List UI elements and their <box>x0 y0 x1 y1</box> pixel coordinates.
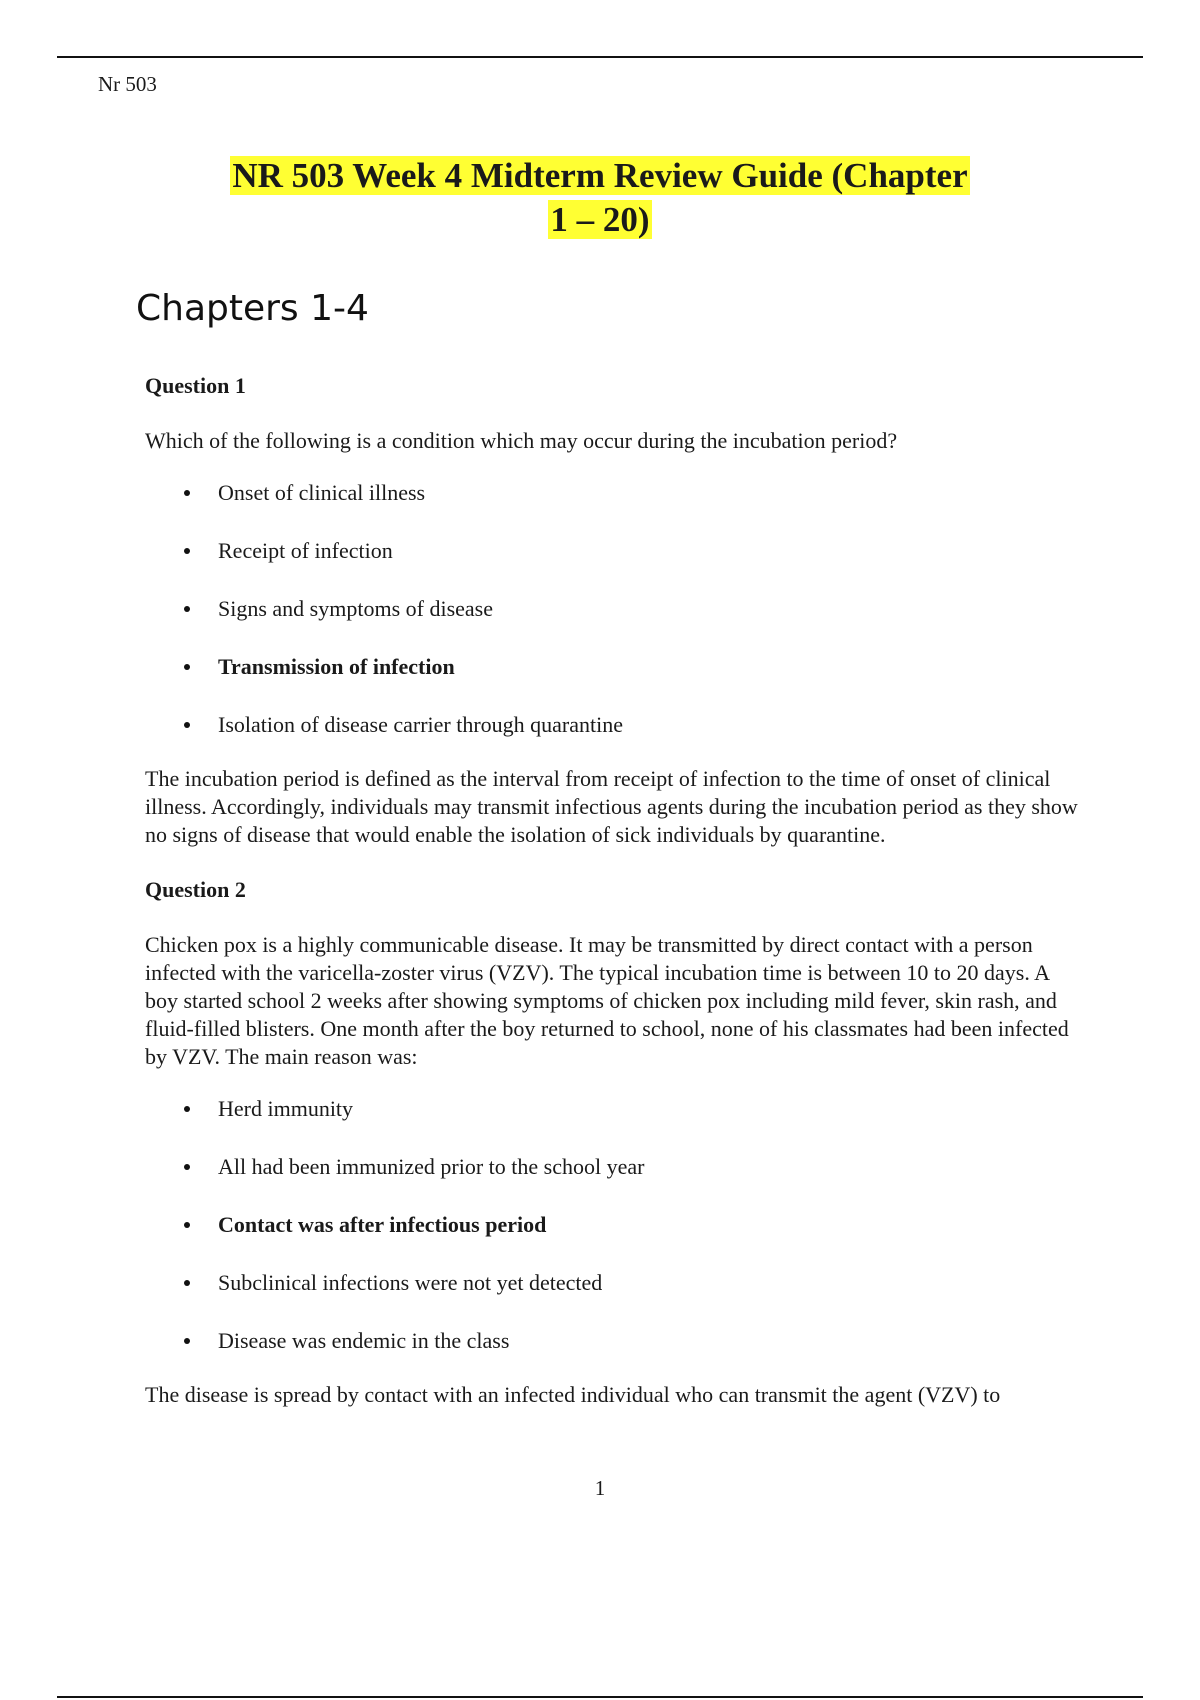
document-title-line-1: NR 503 Week 4 Midterm Review Guide (Chapter <box>232 156 968 195</box>
bullet-icon <box>184 490 190 496</box>
answer-option-text: Subclinical infections were not yet detected <box>218 1270 603 1295</box>
header-rule <box>57 56 1143 58</box>
bullet-icon <box>184 606 190 612</box>
answer-option-correct <box>145 653 1085 681</box>
running-header: Nr 503 <box>98 72 157 96</box>
question-label: Question 2 <box>145 877 246 902</box>
bullet-icon <box>184 722 190 728</box>
answer-option <box>145 479 1085 507</box>
answer-option-text: Herd immunity <box>218 1096 354 1121</box>
answer-options <box>145 479 1085 739</box>
answer-option-text: All had been immunized prior to the school year <box>218 1154 645 1179</box>
question-block <box>145 876 1085 1409</box>
bullet-icon <box>184 1222 190 1228</box>
answer-option-text: Isolation of disease carrier through quarantine <box>218 712 624 737</box>
bullet-icon <box>184 1280 190 1286</box>
bullet-icon <box>184 548 190 554</box>
answer-option <box>145 537 1085 565</box>
answer-options <box>145 1095 1085 1355</box>
answer-option <box>145 595 1085 623</box>
answer-option-text: Signs and symptoms of disease <box>218 596 493 621</box>
answer-option-text: Contact was after infectious period <box>218 1212 547 1237</box>
question-block <box>145 372 1085 849</box>
answer-option-correct <box>145 1211 1085 1239</box>
chapter-heading: Chapters 1-4 <box>136 288 369 329</box>
answer-explanation: The disease is spread by contact with an infected individual who can transmit the agent (VZV) to <box>145 1382 1001 1407</box>
bullet-icon <box>184 664 190 670</box>
answer-option-text: Onset of clinical illness <box>218 480 426 505</box>
answer-explanation: The incubation period is defined as the interval from receipt of infection to the time of onset of clinical illness. Accordingly, individuals may transmit infectious agents during the incubation period as they show no signs of disease that would enable the isolation of sick individuals by quarantine. <box>145 766 1078 847</box>
question-text: Chicken pox is a highly communicable disease. It may be transmitted by direct contact with a person infected with the varicella-zoster virus (VZV). The typical incubation time is between 10 to 20 days. A boy started school 2 weeks after showing symptoms of chicken pox including mild fever, skin rash, and fluid-filled blisters. One month after the boy returned to school, none of his classmates had been infected by VZV. The main reason was: <box>145 932 1069 1069</box>
document-title-line-2: 1 – 20) <box>550 200 650 239</box>
document-body <box>145 372 1085 1436</box>
answer-option-text: Disease was endemic in the class <box>218 1328 510 1353</box>
page-number: 1 <box>594 1476 606 1500</box>
answer-option <box>145 1269 1085 1297</box>
answer-option <box>145 1327 1085 1355</box>
answer-option-text: Transmission of infection <box>218 654 455 679</box>
bullet-icon <box>184 1164 190 1170</box>
question-text: Which of the following is a condition which may occur during the incubation period? <box>145 428 898 453</box>
footer-rule <box>57 1696 1143 1698</box>
question-label: Question 1 <box>145 373 246 398</box>
answer-option <box>145 711 1085 739</box>
answer-option-text: Receipt of infection <box>218 538 393 563</box>
bullet-icon <box>184 1106 190 1112</box>
answer-option <box>145 1095 1085 1123</box>
document-title <box>0 154 1200 242</box>
bullet-icon <box>184 1338 190 1344</box>
answer-option <box>145 1153 1085 1181</box>
